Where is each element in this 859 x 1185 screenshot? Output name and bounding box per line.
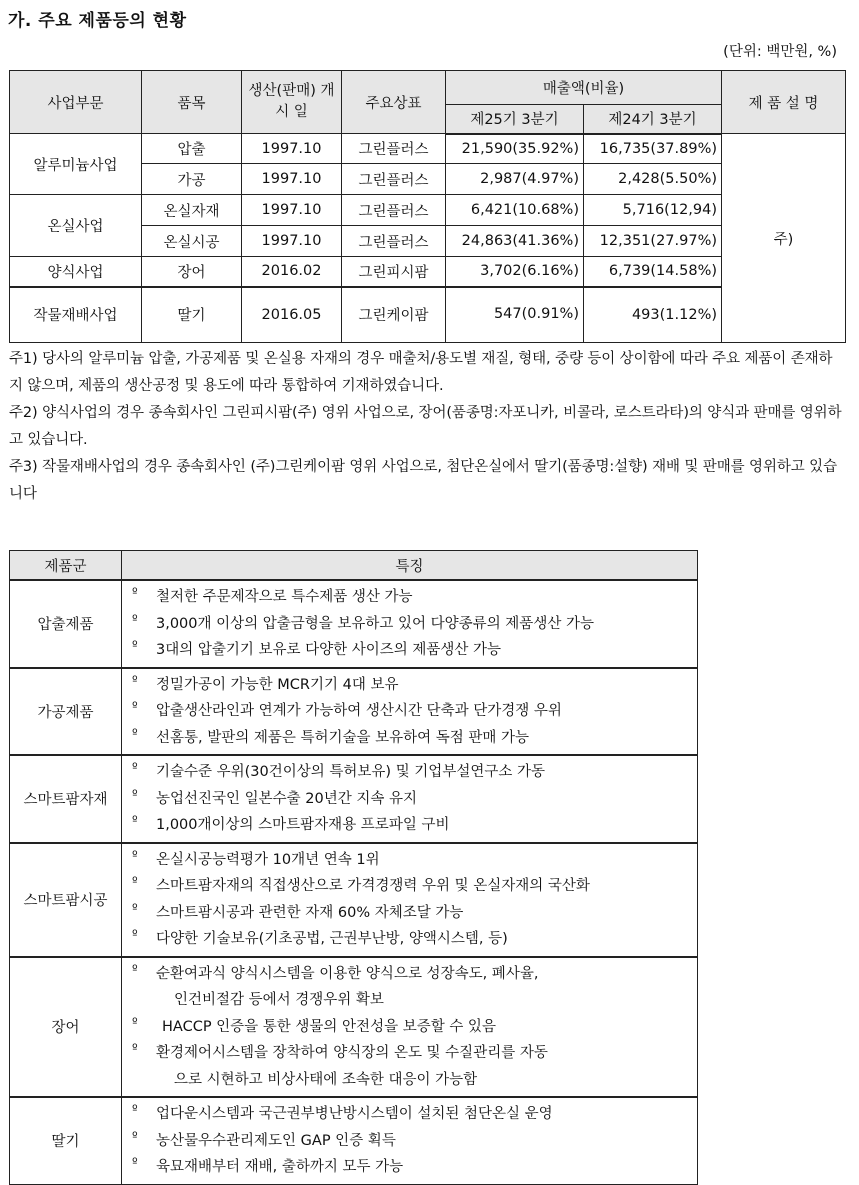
bullet-icon: º bbox=[132, 874, 138, 888]
sales25-cell: 3,702(6.16%) bbox=[446, 257, 584, 287]
header-launch-date: 생산(판매) 개 시 일 bbox=[242, 71, 342, 134]
feature-item: º 정밀가공이 가능한 MCR기기 4대 보유 bbox=[130, 672, 689, 699]
bullet-icon: º bbox=[132, 961, 138, 976]
sales24-cell: 6,739(14.58%) bbox=[584, 257, 722, 287]
feature-item: º 환경제어시스템을 장착하여 양식장의 온도 및 수질관리를 자동 으로 시현하고 비상사태에 조속한 대응이 가능함 bbox=[130, 1040, 689, 1093]
feature-list bbox=[122, 580, 698, 668]
item-cell: 압출 bbox=[142, 134, 242, 164]
bullet-icon: º bbox=[132, 1102, 138, 1116]
sales25-cell: 6,421(10.68%) bbox=[446, 195, 584, 226]
bullet-icon: º bbox=[132, 900, 138, 915]
header-sales: 매출액(비율) bbox=[446, 71, 722, 105]
header-brand: 주요상표 bbox=[342, 71, 446, 134]
bullet-icon: º bbox=[132, 1041, 138, 1055]
feature-item: º 스마트팜시공과 관련한 자재 60% 자체조달 가능 bbox=[130, 900, 689, 927]
brand-cell: 그린플러스 bbox=[342, 226, 446, 257]
launch-cell: 1997.10 bbox=[242, 195, 342, 226]
item-cell: 장어 bbox=[142, 257, 242, 287]
division-aluminum: 알루미늄사업 bbox=[10, 134, 142, 195]
bullet-icon: º bbox=[132, 672, 138, 687]
bullet-icon: º bbox=[132, 725, 138, 740]
bullet-icon: º bbox=[132, 585, 138, 599]
sales24-cell: 12,351(27.97%) bbox=[584, 226, 722, 257]
header-product-group: 제품군 bbox=[10, 551, 122, 581]
feature-item: º 온실시공능력평가 10개년 연속 1위 bbox=[130, 847, 689, 874]
feature-item: º 1,000개이상의 스마트팜자재용 프로파일 구비 bbox=[130, 812, 689, 839]
feature-item: º 3대의 압출기기 보유로 다양한 사이즈의 제품생산 가능 bbox=[130, 637, 689, 664]
group-smartfarm-construction: 스마트팜시공 bbox=[10, 843, 122, 957]
item-cell: 온실자재 bbox=[142, 195, 242, 226]
sales24-cell: 493(1.12%) bbox=[584, 287, 722, 343]
product-status-table bbox=[9, 70, 846, 343]
sales25-cell: 24,863(41.36%) bbox=[446, 226, 584, 257]
feature-item: º 기술수준 우위(30건이상의 특허보유) 및 기업부설연구소 가동 bbox=[130, 759, 689, 786]
bullet-icon: º bbox=[132, 927, 138, 941]
product-feature-table bbox=[9, 550, 698, 1185]
bullet-icon: º bbox=[132, 638, 138, 652]
header-period-24: 제24기 3분기 bbox=[584, 105, 722, 134]
header-feature: 특징 bbox=[122, 551, 698, 581]
feature-list bbox=[122, 957, 698, 1098]
feature-item: º 농산물우수관리제도인 GAP 인증 획득 bbox=[130, 1128, 689, 1155]
feature-item: º 다양한 기술보유(기초공법, 근권부난방, 양액시스템, 등) bbox=[130, 926, 689, 953]
bullet-icon: º bbox=[132, 786, 138, 801]
feature-item: º 순환여과식 양식시스템을 이용한 양식으로 성장속도, 폐사율, 인건비절감 등에서 경쟁우위 확보 bbox=[130, 961, 689, 1014]
feature-item: º 압출생산라인과 연계가 가능하여 생산시간 단축과 단가경쟁 우위 bbox=[130, 698, 689, 725]
brand-cell: 그린플러스 bbox=[342, 134, 446, 164]
bullet-icon: º bbox=[132, 847, 138, 862]
feature-item: º 3,000개 이상의 압출금형을 보유하고 있어 다양종류의 제품생산 가능 bbox=[130, 611, 689, 638]
section-title: 가. 주요 제품등의 현황 bbox=[8, 11, 187, 31]
brand-cell: 그린피시팜 bbox=[342, 257, 446, 287]
feature-list bbox=[122, 843, 698, 957]
footnotes bbox=[9, 346, 845, 508]
feature-item: º HACCP 인증을 통한 생물의 안전성을 보증할 수 있음 bbox=[130, 1014, 689, 1041]
launch-cell: 1997.10 bbox=[242, 134, 342, 164]
launch-cell: 2016.02 bbox=[242, 257, 342, 287]
division-aquaculture: 양식사업 bbox=[10, 257, 142, 287]
sales25-cell: 547(0.91%) bbox=[446, 287, 584, 343]
feature-item: º 스마트팜자재의 직접생산으로 가격경쟁력 우위 및 온실자재의 국산화 bbox=[130, 873, 689, 900]
group-extrusion: 압출제품 bbox=[10, 580, 122, 668]
bullet-icon: º bbox=[132, 699, 138, 713]
launch-cell: 1997.10 bbox=[242, 226, 342, 257]
bullet-icon: º bbox=[132, 1128, 138, 1143]
footnote-2: 주2) 양식사업의 경우 종속회사인 그린피시팜(주) 영위 사업으로, 장어(품종명:자포니카, 비콜라, 로스트라타)의 양식과 판매를 영위하고 있습니다. bbox=[9, 405, 842, 448]
sales25-cell: 2,987(4.97%) bbox=[446, 164, 584, 195]
sales25-cell: 21,590(35.92%) bbox=[446, 134, 584, 164]
group-processing: 가공제품 bbox=[10, 668, 122, 756]
footnote-1: 주1) 당사의 알루미늄 압출, 가공제품 및 온실용 자재의 경우 매출처/용도별 재질, 형태, 중량 등이 상이함에 따라 주요 제품이 존재하지 않으며, 제품의 생산공정 및 용도에 따라 통합하여 기재하였습니다. bbox=[9, 351, 833, 394]
header-period-25: 제25기 3분기 bbox=[446, 105, 584, 134]
launch-cell: 2016.05 bbox=[242, 287, 342, 343]
feature-list bbox=[122, 755, 698, 843]
bullet-icon: º bbox=[132, 1014, 138, 1029]
division-greenhouse: 온실사업 bbox=[10, 195, 142, 257]
bullet-icon: º bbox=[132, 1155, 138, 1169]
division-crop: 작물재배사업 bbox=[10, 287, 142, 343]
sales24-cell: 16,735(37.89%) bbox=[584, 134, 722, 164]
brand-cell: 그린플러스 bbox=[342, 164, 446, 195]
header-division: 사업부문 bbox=[10, 71, 142, 134]
feature-item: º 철저한 주문제작으로 특수제품 생산 가능 bbox=[130, 584, 689, 611]
sales24-cell: 2,428(5.50%) bbox=[584, 164, 722, 195]
unit-label: (단위: 백만원, %) bbox=[723, 44, 837, 60]
description-cell: 주) bbox=[722, 134, 846, 343]
brand-cell: 그린플러스 bbox=[342, 195, 446, 226]
feature-item: º 육묘재배부터 재배, 출하까지 모두 가능 bbox=[130, 1154, 689, 1181]
bullet-icon: º bbox=[132, 611, 138, 626]
sales24-cell: 5,716(12,94) bbox=[584, 195, 722, 226]
header-item: 품목 bbox=[142, 71, 242, 134]
item-cell: 온실시공 bbox=[142, 226, 242, 257]
feature-list bbox=[122, 668, 698, 756]
footnote-3: 주3) 작물재배사업의 경우 종속회사인 (주)그린케이팜 영위 사업으로, 첨단온실에서 딸기(품종명:설향) 재배 및 판매를 영위하고 있습니다 bbox=[9, 459, 837, 502]
group-strawberry: 딸기 bbox=[10, 1097, 122, 1184]
header-description: 제 품 설 명 bbox=[722, 71, 846, 134]
group-eel: 장어 bbox=[10, 957, 122, 1098]
bullet-icon: º bbox=[132, 760, 138, 774]
brand-cell: 그린케이팜 bbox=[342, 287, 446, 343]
feature-item: º 업다운시스템과 국근권부병난방시스템이 설치된 첨단온실 운영 bbox=[130, 1101, 689, 1128]
item-cell: 가공 bbox=[142, 164, 242, 195]
feature-item: º 선홈통, 발판의 제품은 특허기술을 보유하여 독점 판매 가능 bbox=[130, 725, 689, 752]
feature-list bbox=[122, 1097, 698, 1184]
launch-cell: 1997.10 bbox=[242, 164, 342, 195]
feature-item: º 농업선진국인 일본수출 20년간 지속 유지 bbox=[130, 786, 689, 813]
group-smartfarm-materials: 스마트팜자재 bbox=[10, 755, 122, 843]
item-cell: 딸기 bbox=[142, 287, 242, 343]
bullet-icon: º bbox=[132, 813, 138, 827]
